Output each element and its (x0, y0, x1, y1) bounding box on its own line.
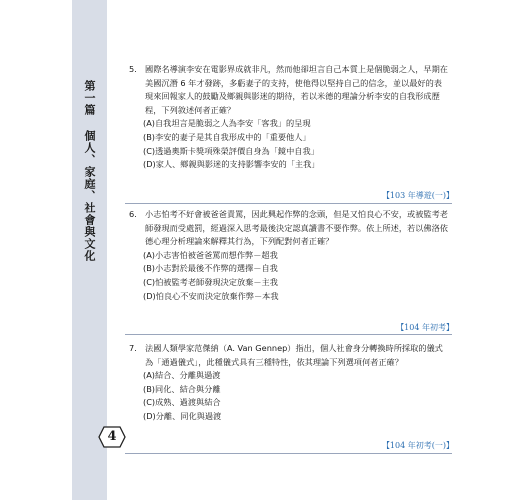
option-d: (D)怕良心不安而決定放棄作弊－本我 (143, 290, 279, 301)
question-text: 法國人類學家范傑納（A. Van Gennep）指出，個人社會身分轉換時所採取的儀式為「通過儀式」，此種儀式具有三種特性，依其理論下列選項何者正確？ (145, 343, 443, 367)
question-stem (129, 342, 449, 369)
option-c: (C)怕被監考老師發現決定放棄－主我 (143, 276, 278, 287)
option-a: (A)小志害怕被爸爸罵而想作弊－超我 (143, 249, 278, 260)
page-number: 4 (107, 429, 117, 444)
question-number: 6. (129, 209, 137, 219)
question-6 (129, 208, 449, 303)
section-divider (125, 203, 452, 204)
chapter-title: 第一篇 個人、家庭、社會與文化 (83, 80, 96, 262)
option-c: (C)成熟、過渡與結合 (143, 397, 221, 408)
option-d: (D)家人、鄉親與影迷的支持影響李安的「主我」 (143, 159, 320, 170)
question-text: 小志怕考不好會被爸爸責罵，因此興起作弊的念頭，但是又怕良心不安，或被監考老師發現而受處罰，經過深入思考最後決定認真讀書不要作弊。依上所述，若以佛洛依德心理分析理論來解釋其行為，下列配對何者正確？ (145, 209, 448, 247)
question-stem (129, 63, 449, 117)
question-number: 5. (129, 64, 137, 74)
question-source: 【103 年導遊(一)】 (381, 191, 454, 200)
option-b: (B)李安的妻子是其自我形成中的「重要他人」 (143, 131, 311, 142)
section-divider (125, 334, 452, 335)
question-7 (129, 342, 449, 424)
option-b: (B)同化、結合與分離 (143, 383, 221, 394)
question-text: 國際名導演李安在電影界成就非凡，然而他卻坦言自己本質上是個脆弱之人，早期在美國沉潛 6 年才發跡，多虧妻子的支持，使他得以堅持自己的信念，並以最好的表現來回報家人的鼓勵及鄉親與影迷的期待，若以米德的理論分析李安的自我形成歷程，下列敘述何者正確？ (145, 64, 448, 115)
question-source: 【104 年初考】 (396, 323, 454, 332)
option-a: (A)自我坦言是脆弱之人為李安「客我」的呈現 (143, 118, 311, 129)
page-number-badge (98, 426, 126, 448)
option-a: (A)結合、分離與過渡 (143, 370, 221, 381)
option-b: (B)小志對於最後不作弊的選擇－自我 (143, 263, 278, 274)
section-divider (125, 453, 452, 454)
question-number: 7. (129, 343, 137, 353)
chapter-sidebar (72, 0, 107, 500)
option-d: (D)分離、同化與過渡 (143, 410, 222, 421)
question-source: 【104 年初考(一)】 (381, 441, 454, 450)
option-c: (C)透過奧斯卡獎項殊榮評價自身為「鏡中自我」 (143, 145, 319, 156)
question-stem (129, 208, 449, 249)
question-5 (129, 63, 449, 172)
